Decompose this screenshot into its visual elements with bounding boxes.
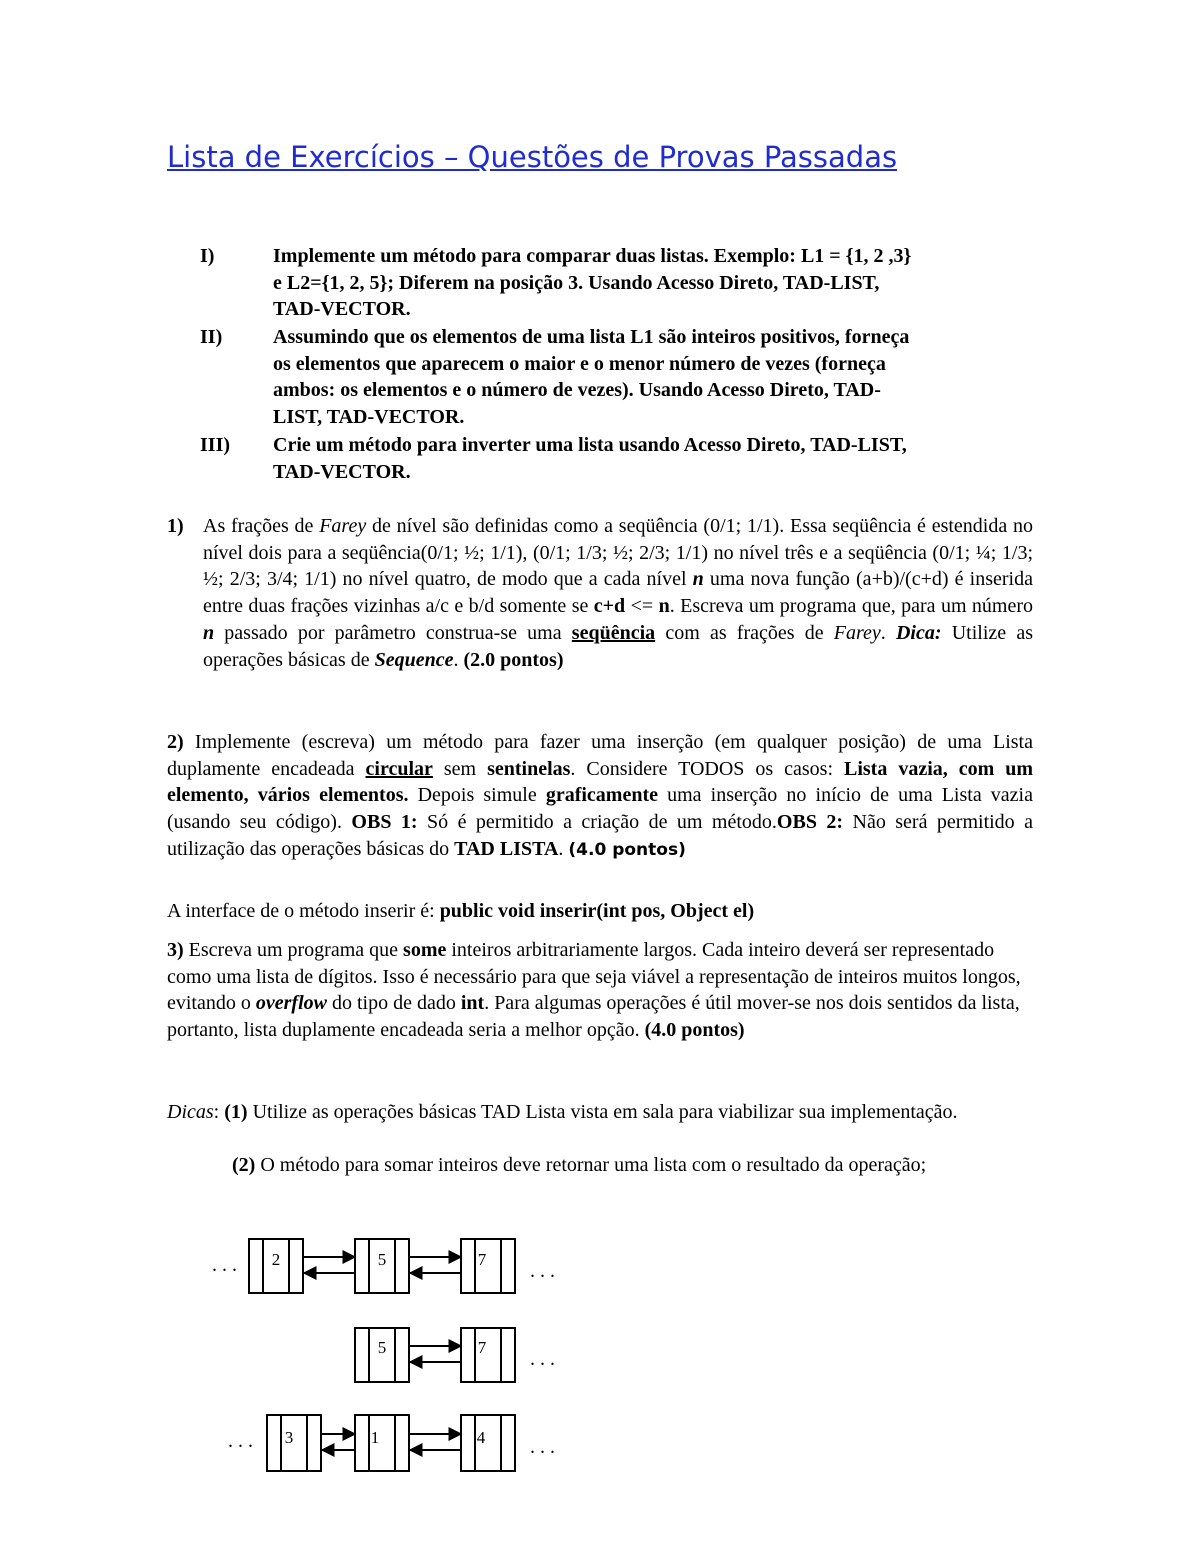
- node-value: 5: [377, 1338, 387, 1357]
- question-2-text: 2) Implemente (escreva) um método para fazer uma inserção (em qualquer posição) de uma Lista duplamente encadeada circular sem sentinelas. Considere TODOS os casos: Lista vazia, com um elemento, vários elementos. Depois simule graficamente uma inserção no início de uma Lista vazia (usando seu código). OBS 1: Só é permitido a criação de um método.OBS 2: Não será permitido a utilização das operações básicas do TAD LISTA. (4.0 pontos): [167, 731, 1034, 860]
- text-line: Crie um método para inverter uma lista usando Acesso Direto, TAD-LIST,: [273, 434, 907, 456]
- hint-2: (2) O método para somar inteiros deve retornar uma lista com o resultado da operação;: [232, 1154, 927, 1176]
- question-number: 1): [167, 515, 184, 537]
- ellipsis: . . .: [530, 1260, 555, 1282]
- node-value: 3: [284, 1428, 294, 1447]
- node-value: 7: [477, 1338, 487, 1357]
- list-node: [355, 1415, 409, 1471]
- list-node: [461, 1328, 515, 1382]
- page-title: Lista de Exercícios – Questões de Provas Passadas: [167, 140, 898, 174]
- interface-line: A interface de o método inserir é: public void inserir(int pos, Object el): [167, 900, 755, 922]
- roman-number: III): [200, 434, 231, 456]
- list-node: [461, 1415, 515, 1471]
- text-line: TAD-VECTOR.: [273, 460, 411, 483]
- text-line: Assumindo que os elementos de uma lista L1 são inteiros positivos, forneça: [273, 326, 910, 348]
- ellipsis: . . .: [530, 1436, 555, 1458]
- roman-item-text: [273, 324, 1033, 431]
- node-value: 4: [476, 1428, 486, 1447]
- text-line: ambos: os elementos e o número de vezes). Usando Acesso Direto, TAD-: [273, 379, 881, 402]
- list-node: [461, 1239, 515, 1293]
- hint-1: Dicas: (1) Utilize as operações básicas TAD Lista vista em sala para viabilizar sua implementação.: [167, 1101, 958, 1123]
- node-value: 2: [271, 1250, 281, 1269]
- roman-number: I): [200, 245, 215, 267]
- text-line: e L2={1, 2, 5}; Diferem na posição 3. Usando Acesso Direto, TAD-LIST,: [273, 271, 880, 294]
- question-3-text: 3) Escreva um programa que some inteiros arbitrariamente largos. Cada inteiro deverá ser representado como uma lista de dígitos. Isso é necessário para que seja viável a representação de inteiros muitos longos, evitando o overflow do tipo de dado int. Para algumas operações é útil mover-se nos dois sentidos da lista, portanto, lista duplamente encadeada seria a melhor opção. (4.0 pontos): [167, 939, 1021, 1042]
- list-node: [267, 1415, 321, 1471]
- ellipsis: . . .: [228, 1430, 253, 1452]
- ellipsis: . . .: [212, 1254, 237, 1276]
- node-value: 1: [370, 1428, 380, 1447]
- node-value: 5: [377, 1250, 387, 1269]
- text-line: os elementos que aparecem o maior e o menor número de vezes (forneça: [273, 352, 886, 375]
- text-line: Implemente um método para comparar duas listas. Exemplo: L1 = {1, 2 ,3}: [273, 245, 912, 267]
- text-line: TAD-VECTOR.: [273, 298, 411, 321]
- node-value: 7: [477, 1250, 487, 1269]
- text-line: LIST, TAD-VECTOR.: [273, 406, 465, 429]
- question-1-text: As frações de Farey de nível são definidas como a seqüência (0/1; 1/1). Essa seqüência é estendida no nível dois para a seqüência(0/1; ½; 1/1), (0/1; 1/3; ½; 2/3; 1/1) no nível três e a seqüência (0/1; ¼; 1/3; ½; 2/3; 3/4; 1/1) no nível quatro, de modo que a cada nível n uma nova função (a+b)/(c+d) é inserida entre duas frações vizinhas a/c e b/d somente se c+d <= n. Escreva um programa que, para um número n passado por parâmetro construa-se uma seqüência com as frações de Farey. Dica: Utilize as operações básicas de Sequence. (2.0 pontos): [203, 515, 1034, 671]
- roman-item-text: [273, 243, 1033, 323]
- roman-item-text: [273, 432, 1033, 485]
- linked-list-diagram: [0, 1225, 1200, 1485]
- ellipsis: . . .: [530, 1348, 555, 1370]
- roman-number: II): [200, 326, 223, 348]
